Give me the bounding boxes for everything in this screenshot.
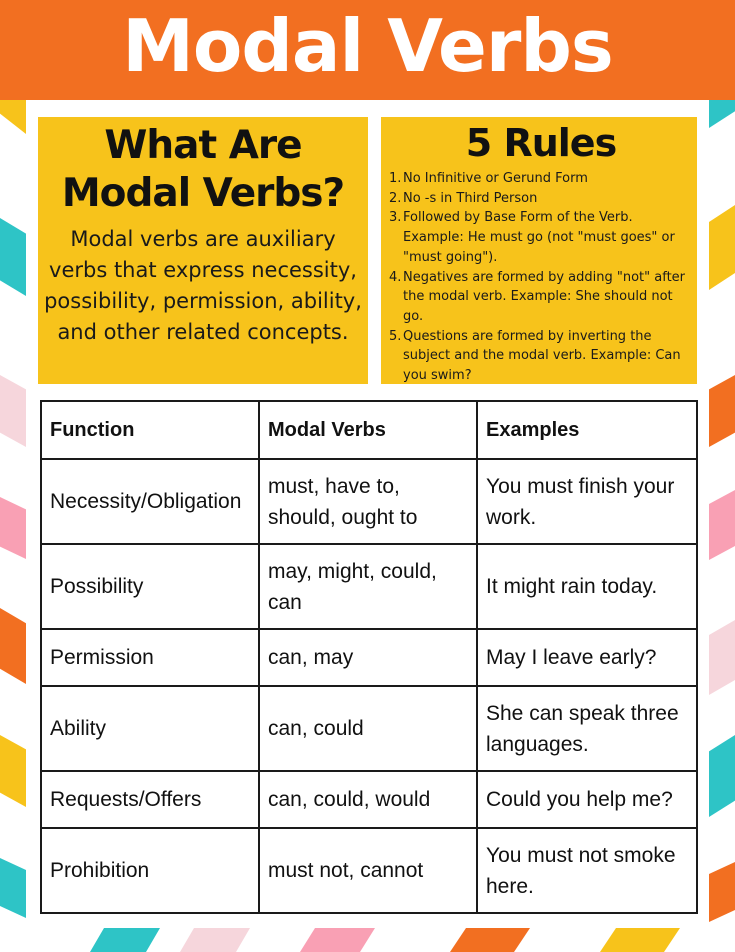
border-stripe bbox=[90, 928, 160, 952]
border-stripe bbox=[709, 862, 735, 922]
column-header-function: Function bbox=[41, 401, 259, 459]
column-header-modal-verbs: Modal Verbs bbox=[259, 401, 477, 459]
rule-text: No -s in Third Person bbox=[403, 190, 538, 206]
border-stripe bbox=[0, 497, 26, 559]
function-cell: Necessity/Obligation bbox=[41, 459, 259, 544]
border-stripe bbox=[0, 858, 26, 918]
rule-text: Questions are formed by inverting the subject and the modal verb. Example: Can you swim? bbox=[403, 328, 681, 384]
rule-number: 1. bbox=[389, 171, 402, 186]
border-stripe bbox=[709, 375, 735, 447]
column-header-examples: Examples bbox=[477, 401, 697, 459]
intro-body: Modal verbs are auxiliary verbs that express necessity, possibility, permission, ability, and other related concepts. bbox=[44, 227, 362, 344]
rules-title: 5 Rules bbox=[465, 121, 617, 165]
table-row bbox=[41, 544, 697, 629]
rule-item bbox=[389, 169, 693, 189]
rule-item bbox=[389, 189, 693, 209]
rules-list bbox=[389, 169, 693, 386]
rule-text: Followed by Base Form of the Verb. Example: He must go (not "must goes" or "must going"). bbox=[403, 210, 675, 265]
modal-verbs-table bbox=[40, 400, 698, 914]
example-cell: You must not smoke here. bbox=[477, 828, 697, 913]
rule-text: Negatives are formed by adding "not" after the modal verb. Example: She should not go. bbox=[403, 269, 686, 324]
rule-number: 3. bbox=[389, 210, 402, 226]
page-title: Modal Verbs bbox=[122, 4, 613, 88]
modal-verbs-cell: may, might, could, can bbox=[259, 544, 477, 629]
rule-number: 4. bbox=[389, 269, 402, 285]
rule-text: No Infinitive or Gerund Form bbox=[403, 171, 588, 186]
border-stripe bbox=[300, 928, 375, 952]
modal-verbs-cell: must, have to, should, ought to bbox=[259, 459, 477, 544]
border-stripe bbox=[0, 735, 26, 807]
modal-verbs-cell: can, may bbox=[259, 629, 477, 686]
function-cell: Permission bbox=[41, 629, 259, 686]
table-row bbox=[41, 828, 697, 913]
border-stripe bbox=[709, 205, 735, 290]
border-stripe bbox=[709, 490, 735, 560]
rule-number: 5. bbox=[389, 328, 402, 344]
rules-panel bbox=[381, 117, 697, 384]
function-cell: Prohibition bbox=[41, 828, 259, 913]
border-stripe bbox=[709, 620, 735, 695]
rule-item bbox=[389, 208, 693, 267]
intro-title: What Are Modal Verbs? bbox=[61, 123, 345, 216]
border-stripe bbox=[180, 928, 250, 952]
border-stripe bbox=[0, 375, 26, 447]
table-row bbox=[41, 771, 697, 828]
border-stripe bbox=[0, 608, 26, 684]
border-stripe bbox=[0, 100, 26, 134]
example-cell: Could you help me? bbox=[477, 771, 697, 828]
border-stripe bbox=[600, 928, 680, 952]
rule-item bbox=[389, 327, 693, 386]
modal-verbs-cell: can, could bbox=[259, 686, 477, 771]
border-stripe bbox=[0, 218, 26, 296]
intro-panel bbox=[38, 117, 368, 384]
rule-number: 2. bbox=[389, 190, 402, 206]
example-cell: You must finish your work. bbox=[477, 459, 697, 544]
table-header-row bbox=[41, 401, 697, 459]
function-cell: Requests/Offers bbox=[41, 771, 259, 828]
border-stripe bbox=[709, 100, 735, 128]
modal-verbs-cell: can, could, would bbox=[259, 771, 477, 828]
table-row bbox=[41, 459, 697, 544]
modal-verbs-cell: must not, cannot bbox=[259, 828, 477, 913]
example-cell: It might rain today. bbox=[477, 544, 697, 629]
title-banner bbox=[0, 0, 735, 100]
table-row bbox=[41, 629, 697, 686]
table-row bbox=[41, 686, 697, 771]
example-cell: She can speak three languages. bbox=[477, 686, 697, 771]
rule-item bbox=[389, 268, 693, 327]
example-cell: May I leave early? bbox=[477, 629, 697, 686]
border-stripe bbox=[709, 735, 735, 817]
function-cell: Ability bbox=[41, 686, 259, 771]
function-cell: Possibility bbox=[41, 544, 259, 629]
border-stripe bbox=[450, 928, 530, 952]
